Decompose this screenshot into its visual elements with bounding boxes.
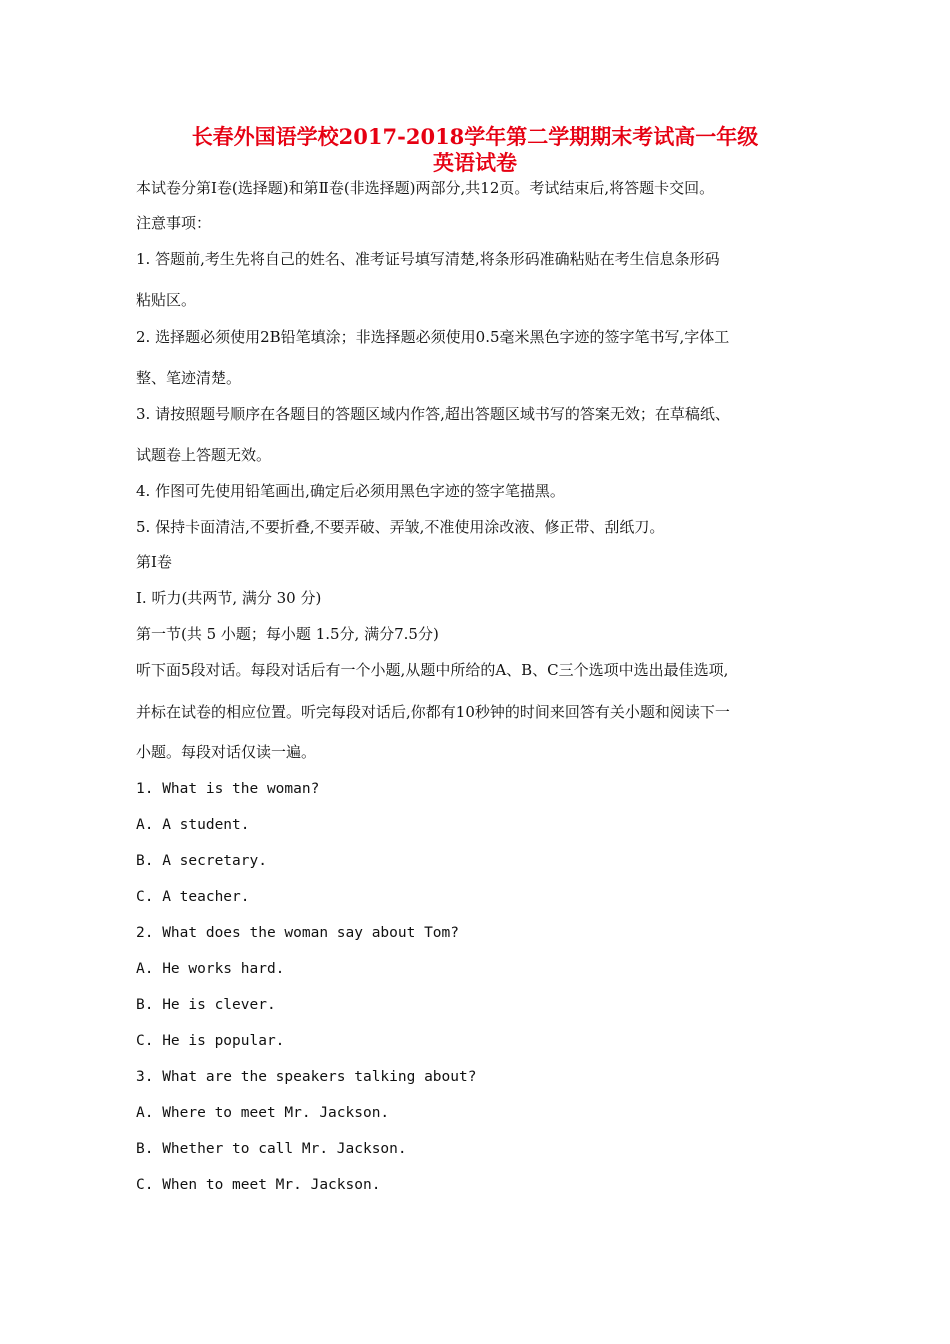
option-1a: A. A student. (136, 817, 250, 833)
notice-item-3: 3. 请按照题号顺序在各题目的答题区域内作答,超出答题区域书写的答案无效；在草稿纸、 (136, 405, 730, 423)
notice-item-2-cont: 整、笔迹清楚。 (136, 369, 242, 387)
option-3a: A. Where to meet Mr. Jackson. (136, 1105, 390, 1121)
exam-subtitle: 英语试卷 (433, 150, 517, 175)
question-1: 1. What is the woman? (136, 781, 320, 797)
option-3b: B. Whether to call Mr. Jackson. (136, 1141, 407, 1157)
notice-item-1-cont: 粘贴区。 (136, 291, 197, 309)
instructions-line-2: 并标在试卷的相应位置。听完每段对话后,你都有10秒钟的时间来回答有关小题和阅读下一 (136, 703, 730, 721)
instructions-line-1: 听下面5段对话。每段对话后有一个小题,从题中所给的A、B、C三个选项中选出最佳选项, (136, 661, 729, 679)
option-2a: A. He works hard. (136, 961, 285, 977)
question-2: 2. What does the woman say about Tom? (136, 925, 460, 941)
question-3: 3. What are the speakers talking about? (136, 1069, 477, 1085)
option-1c: C. A teacher. (136, 889, 250, 905)
subsection-heading: 第一节(共 5 小题；每小题 1.5分, 满分7.5分) (136, 625, 439, 643)
section-heading: I. 听力(共两节, 满分 30 分) (136, 589, 322, 607)
notice-heading: 注意事项： (136, 214, 212, 232)
notice-item-4: 4. 作图可先使用铅笔画出,确定后必须用黑色字迹的签字笔描黑。 (136, 482, 565, 500)
option-2c: C. He is popular. (136, 1033, 285, 1049)
intro-line: 本试卷分第Ⅰ卷(选择题)和第Ⅱ卷(非选择题)两部分,共12页。考试结束后,将答题卡交回。 (136, 179, 715, 197)
notice-item-3-cont: 试题卷上答题无效。 (136, 446, 272, 464)
option-2b: B. He is clever. (136, 997, 276, 1013)
option-1b: B. A secretary. (136, 853, 267, 869)
instructions-line-3: 小题。每段对话仅读一遍。 (136, 743, 317, 761)
notice-item-5: 5. 保持卡面清洁,不要折叠,不要弄破、弄皱,不准使用涂改液、修正带、刮纸刀。 (136, 518, 665, 536)
notice-item-1: 1. 答题前,考生先将自己的姓名、准考证号填写清楚,将条形码准确粘贴在考生信息条形码 (136, 250, 720, 268)
part-heading: 第Ⅰ卷 (136, 553, 172, 571)
option-3c: C. When to meet Mr. Jackson. (136, 1177, 381, 1193)
notice-item-2: 2. 选择题必须使用2B铅笔填涂；非选择题必须使用0.5毫米黑色字迹的签字笔书写,字体工 (136, 328, 730, 346)
exam-title: 长春外国语学校2017-2018学年第二学期期末考试高一年级 (191, 124, 759, 149)
